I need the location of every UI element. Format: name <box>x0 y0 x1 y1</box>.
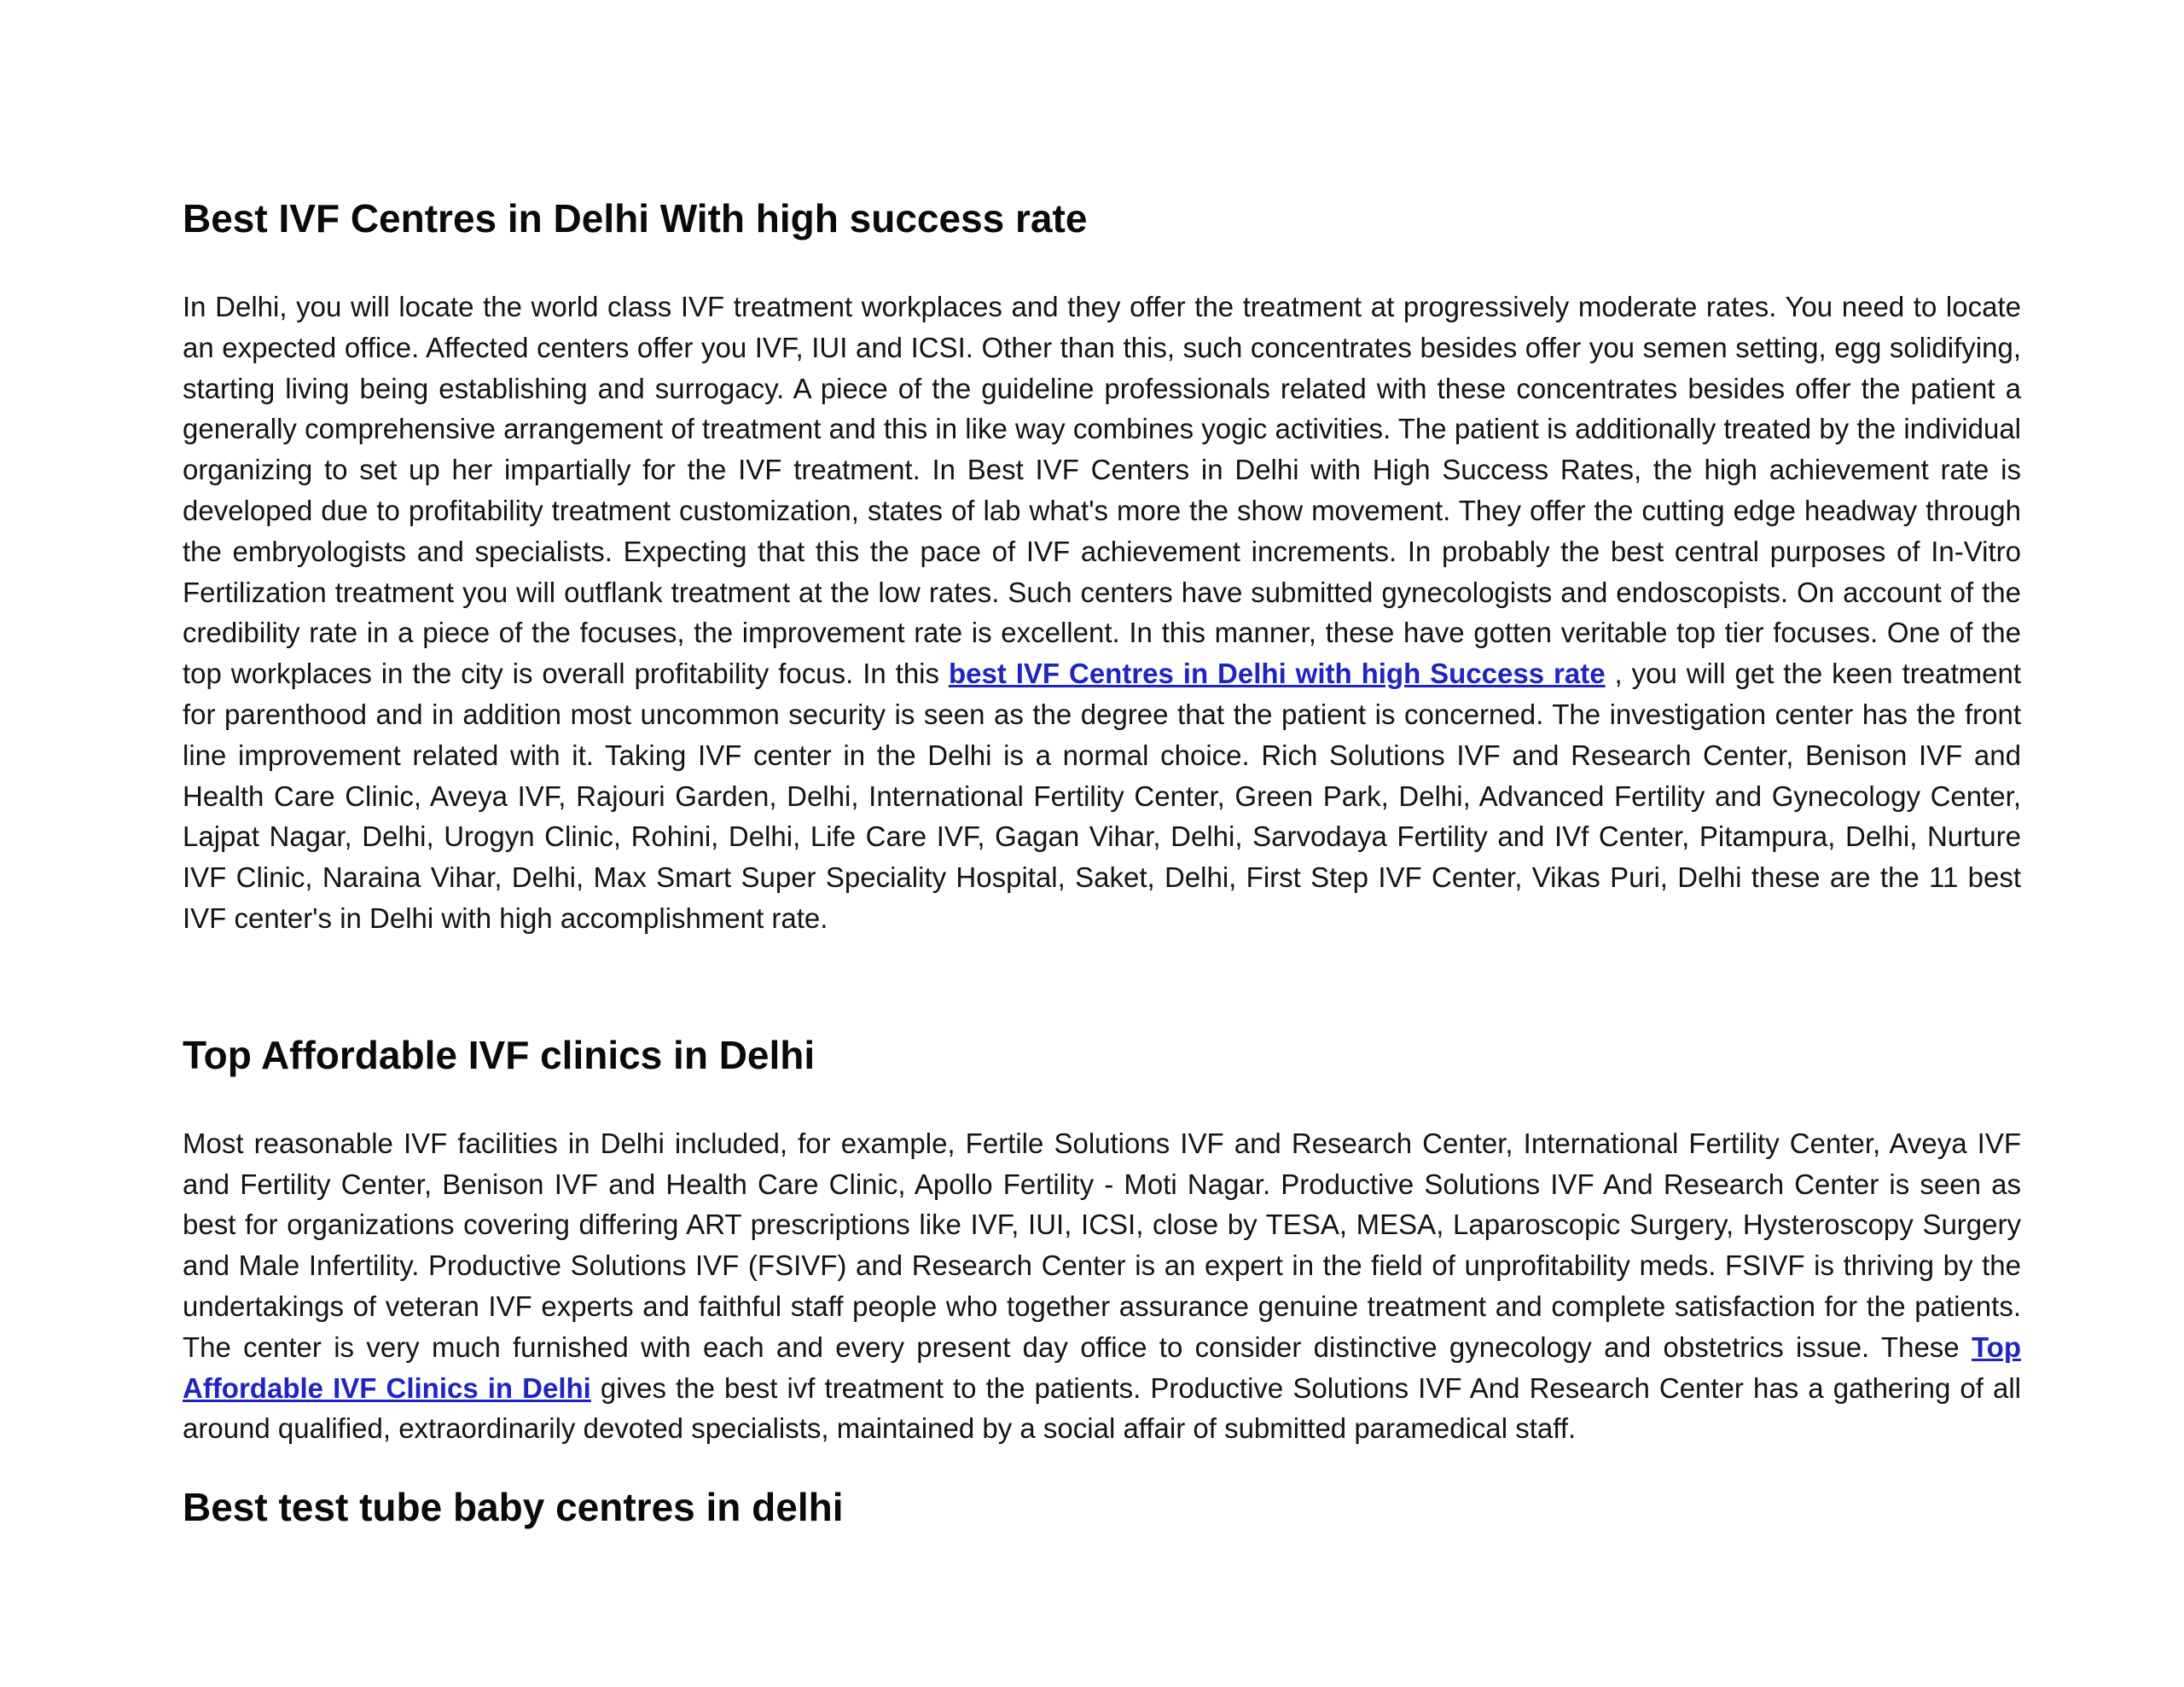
paragraph-text: In Delhi, you will locate the world class IVF treatment workplaces and they offer the treatment at progressively moderate rates. You need to locate an expected office. Affected centers offer you IVF, IUI and ICSI. Other than this, such concentrates besides offer you semen setting, egg solidifying, starting living being establishing and surrogacy. A piece of the guideline professionals related with these concentrates besides offer the patient a generally comprehensive arrangement of treatment and this in like way combines yogic activities. The patient is additionally treated by the individual organizing to set up her impartially for the IVF treatment. In Best IVF Centers in Delhi with High Success Rates, the high achievement rate is developed due to profitability treatment customization, states of lab what's more the show movement. They offer the cutting edge headway through the embryologists and specialists. Expecting that this the pace of IVF achievement increments. In probably the best central purposes of In-Vitro Fertilization treatment you will outflank treatment at the low rates. Such centers have submitted gynecologists and endoscopists. On account of the credibility rate in a piece of the focuses, the improvement rate is excellent. In this manner, these have gotten veritable top tier focuses. One of the top workplaces in the city is overall profitability focus. In this <box>183 291 2021 690</box>
section-paragraph-best-ivf-centres <box>183 287 2021 939</box>
document-page <box>183 194 2021 1531</box>
paragraph-text: Most reasonable IVF facilities in Delhi included, for example, Fertile Solutions IVF and Research Center, International Fertility Center, Aveya IVF and Fertility Center, Benison IVF and Health Care Clinic, Apollo Fertility - Moti Nagar. Productive Solutions IVF And Research Center is seen as best for organizations covering differing ART prescriptions like IVF, IUI, ICSI, close by TESA, MESA, Laparoscopic Surgery, Hysteroscopy Surgery and Male Infertility. Productive Solutions IVF (FSIVF) and Research Center is an expert in the field of unprofitability meds. FSIVF is thriving by the undertakings of veteran IVF experts and faithful staff people who together assurance genuine treatment and complete satisfaction for the patients. The center is very much furnished with each and every present day office to consider distinctive gynecology and obstetrics issue. These <box>183 1127 2021 1363</box>
section-heading-test-tube-baby: Best test tube baby centres in delhi <box>183 1485 844 1530</box>
top-affordable-ivf-clinics-link[interactable]: Top Affordable IVF Clinics in Delhi <box>183 1330 2021 1404</box>
section-paragraph-top-affordable-ivf <box>183 1123 2021 1449</box>
section-heading-top-affordable-ivf: Top Affordable IVF clinics in Delhi <box>183 1032 816 1077</box>
paragraph-text: , you will get the keen treatment for parenthood and in addition most uncommon security is seen as the degree that the patient is concerned. The investigation center has the front line improvement related with it. Taking IVF center in the Delhi is a normal choice. Rich Solutions IVF and Research Center, Benison IVF and Health Care Clinic, Aveya IVF, Rajouri Garden, Delhi, International Fertility Center, Green Park, Delhi, Advanced Fertility and Gynecology Center, Lajpat Nagar, Delhi, Urogyn Clinic, Rohini, Delhi, Life Care IVF, Gagan Vihar, Delhi, Sarvodaya Fertility and IVf Center, Pitampura, Delhi, Nurture IVF Clinic, Naraina Vihar, Delhi, Max Smart Super Speciality Hospital, Saket, Delhi, First Step IVF Center, Vikas Puri, Delhi these are the 11 best IVF center's in Delhi with high accomplishment rate. <box>183 658 2021 934</box>
section-heading-best-ivf-centres: Best IVF Centres in Delhi With high success rate <box>183 196 1088 241</box>
paragraph-text: gives the best ivf treatment to the patients. Productive Solutions IVF And Research Center has a gathering of all around qualified, extraordinarily devoted specialists, maintained by a social affair of submitted paramedical staff. <box>183 1371 2022 1445</box>
best-ivf-centres-link[interactable]: best IVF Centres in Delhi with high Success rate <box>948 658 1606 690</box>
